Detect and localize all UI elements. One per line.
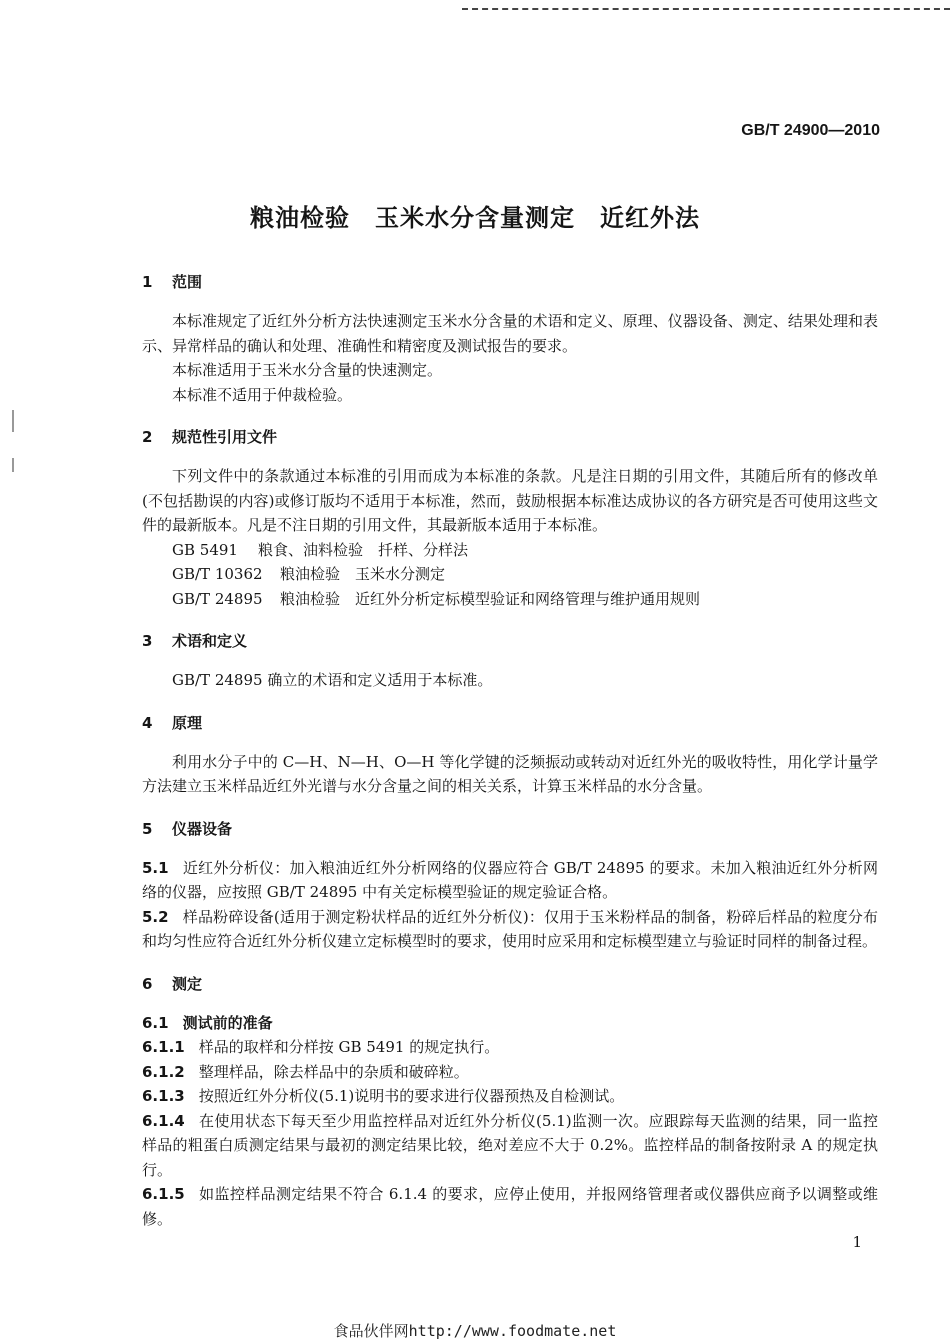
- reference-item: GB/T 10362 粮油检验 玉米水分测定: [172, 565, 446, 583]
- clause-item: 6.1.1 样品的取样和分样按 GB 5491 的规定执行。: [142, 1038, 500, 1056]
- paragraph: 本标准适用于玉米水分含量的快速测定。: [172, 361, 443, 379]
- paragraph: 利用水分子中的 C—H、N—H、O—H 等化学键的泛频振动或转动对近红外光的吸收特性，用化学计量学方法建立玉米样品近红外光谱与水分含量之间的相关关系，计算玉米样品的水分含量。: [142, 752, 878, 795]
- scan-mark: [12, 410, 14, 432]
- reference-item: GB 5491 粮食、油料检验 扦样、分样法: [172, 540, 469, 559]
- footer-watermark: 食品伙伴网http://www.foodmate.net: [333, 1322, 617, 1340]
- section-heading: 6 测定: [142, 974, 203, 993]
- subsection-heading: 6.1 测试前的准备: [142, 1013, 273, 1032]
- clause-item: 6.1.5 如监控样品测定结果不符合 6.1.4 的要求，应停止使用，并报网络管理者或仪器供应商予以调整或维修。: [142, 1185, 878, 1228]
- section-heading: 3 术语和定义: [142, 632, 248, 650]
- clause-item: 6.1.3 按照近红外分析仪(5.1)说明书的要求进行仪器预热及自检测试。: [142, 1087, 625, 1105]
- clause-item: 5.2 样品粉碎设备(适用于测定粉状样品的近红外分析仪)：仅用于玉米粉样品的制备，粉碎后样品的粒度分布和均匀性应符合近红外分析仪建立定标模型时的要求，使用时应采用和定标模型建立与验证时同样的制备过程。: [142, 907, 878, 950]
- paragraph: 下列文件中的条款通过本标准的引用而成为本标准的条款。凡是注日期的引用文件，其随后所有的修改单(不包括勘误的内容)或修订版均不适用于本标准，然而，鼓励根据本标准达成协议的各方研究是否可使用这些文件的最新版本。凡是不注日期的引用文件，其最新版本适用于本标准。: [142, 467, 878, 534]
- section-heading: 5 仪器设备: [142, 819, 233, 838]
- scan-mark: [12, 458, 14, 472]
- section-heading: 2 规范性引用文件: [142, 428, 278, 446]
- clause-item: 5.1 近红外分析仪：加入粮油近红外分析网络的仪器应符合 GB/T 24895 的要求。未加入粮油近红外分析网络的仪器，应按照 GB/T 24895 中有关定标模型验证的规定验证合格。: [142, 858, 878, 901]
- document-title: 粮油检验 玉米水分含量测定 近红外法: [250, 204, 700, 232]
- document-body: [142, 270, 878, 1231]
- section-heading: 1 范围: [142, 273, 203, 291]
- section-heading: 4 原理: [142, 713, 203, 732]
- clause-item: 6.1.4 在使用状态下每天至少用监控样品对近红外分析仪(5.1)监测一次。应跟踪每天监测的结果，同一监控样品的粗蛋白质测定结果与最初的测定结果比较，绝对差应不大于 0.2%。监控样品的制备按附录 A 的规定执行。: [142, 1111, 878, 1179]
- top-dashed-rule: [462, 8, 950, 10]
- paragraph: GB/T 24895 确立的术语和定义适用于本标准。: [172, 671, 493, 689]
- reference-item: GB/T 24895 粮油检验 近红外分析定标模型验证和网络管理与维护通用规则: [172, 589, 701, 608]
- clause-item: 6.1.2 整理样品，除去样品中的杂质和破碎粒。: [142, 1062, 469, 1081]
- paragraph: 本标准不适用于仲裁检验。: [172, 385, 353, 404]
- paragraph: 本标准规定了近红外分析方法快速测定玉米水分含量的术语和定义、原理、仪器设备、测定、结果处理和表示、异常样品的确认和处理、准确性和精密度及测试报告的要求。: [142, 312, 878, 355]
- page-number: 1: [852, 1233, 862, 1251]
- standard-number: GB/T 24900—2010: [741, 122, 880, 139]
